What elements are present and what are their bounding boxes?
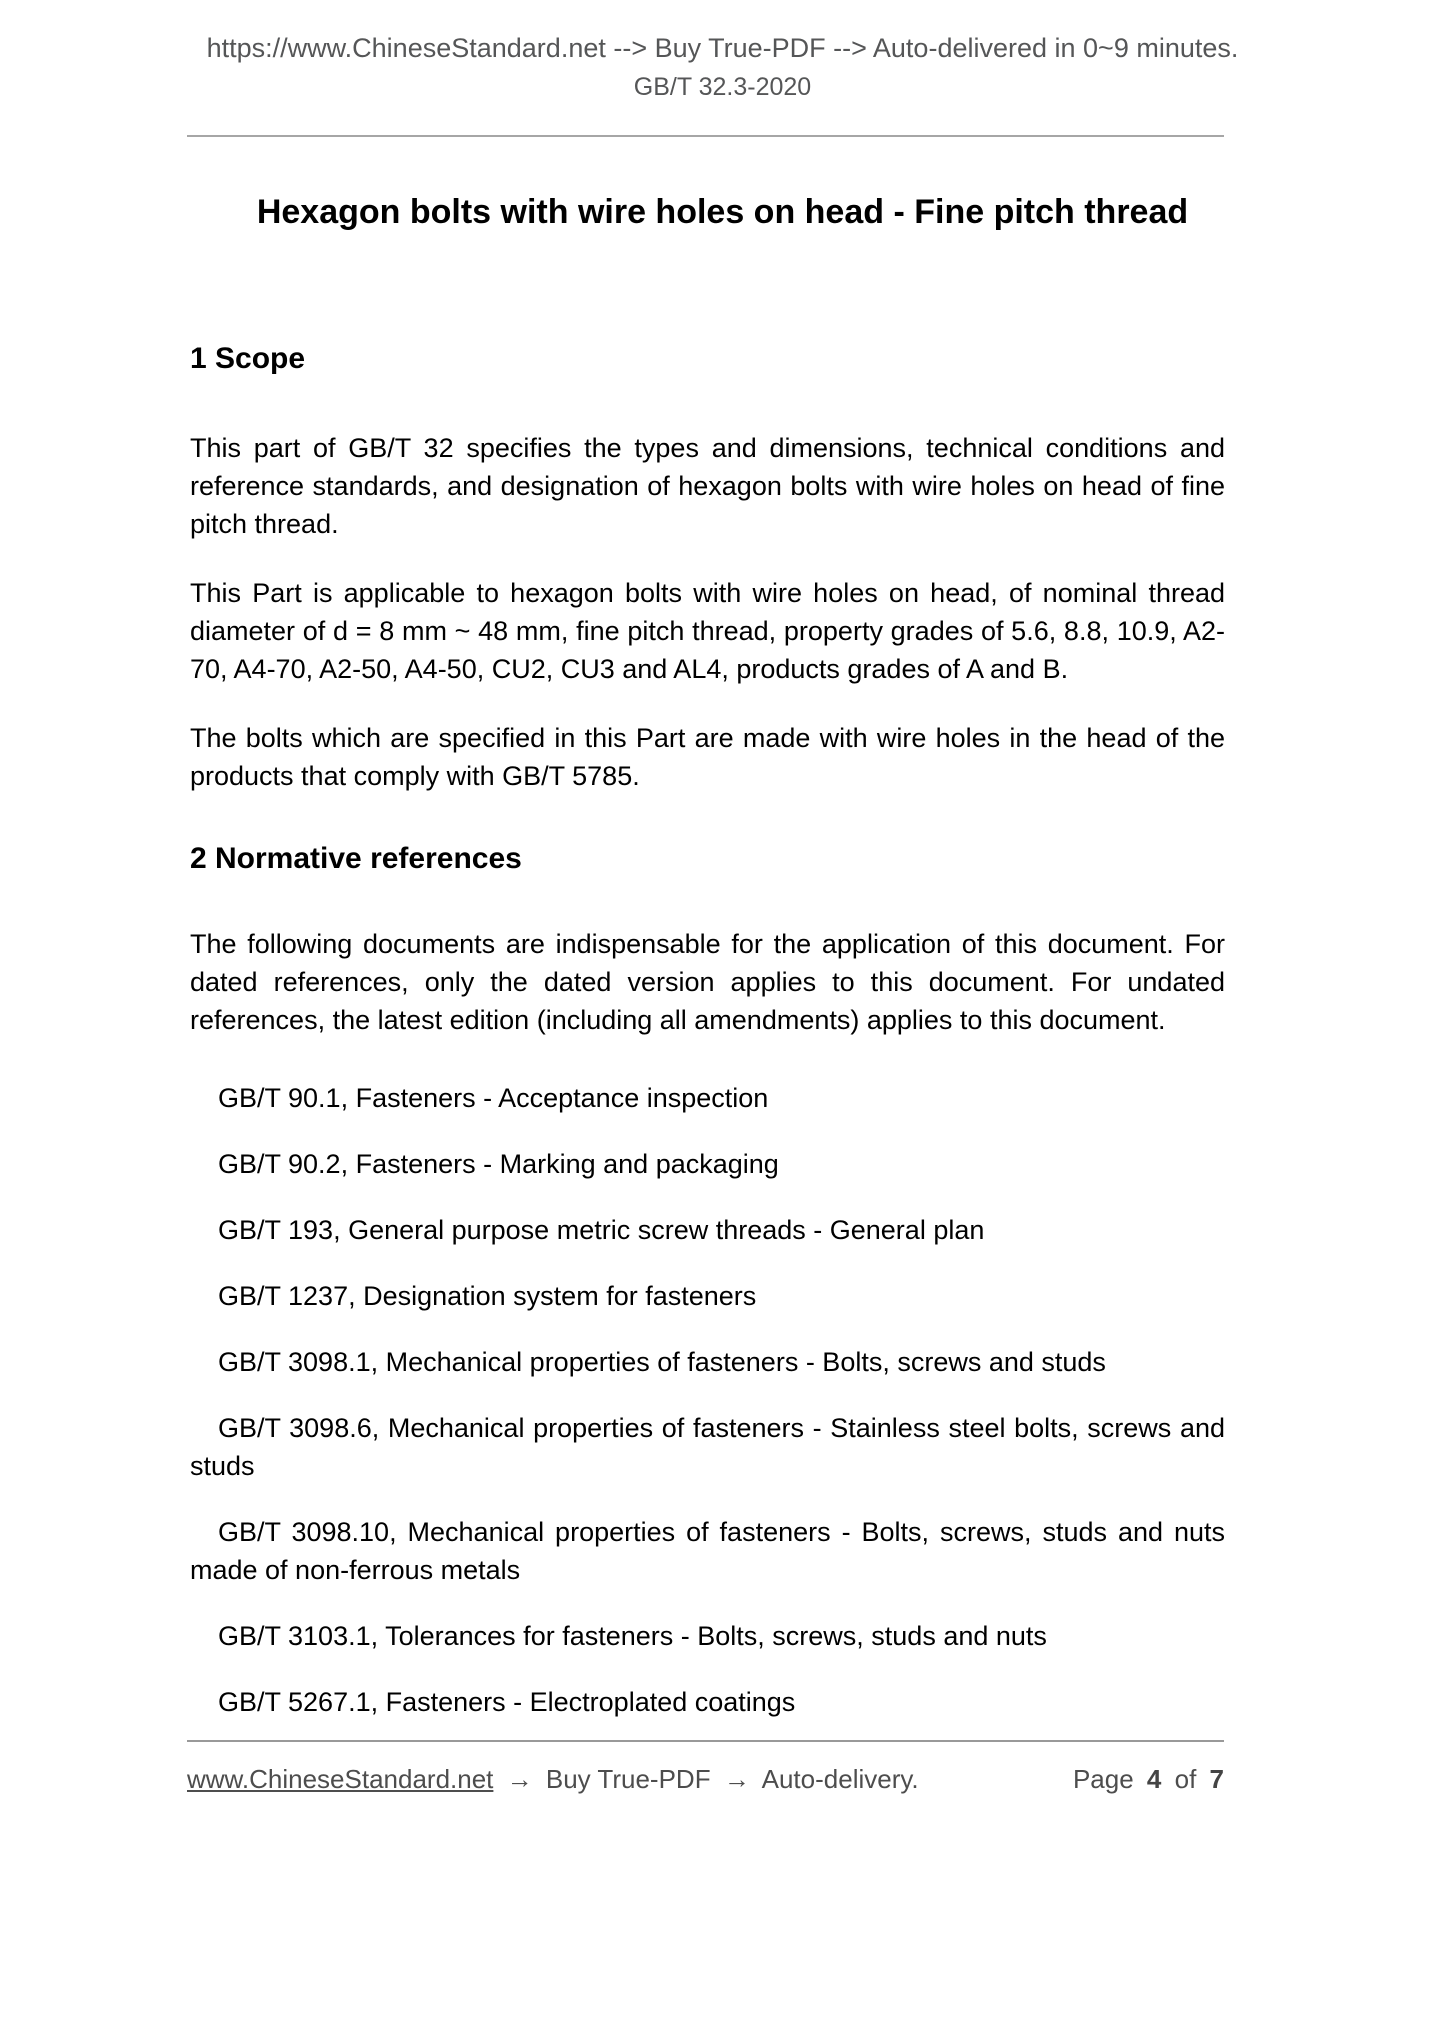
footer-buy-label: Buy True-PDF bbox=[545, 1764, 711, 1794]
reference-item: GB/T 90.1, Fasteners - Acceptance inspection bbox=[218, 1083, 769, 1113]
page-label: Page bbox=[1072, 1764, 1134, 1794]
page-footer bbox=[187, 1762, 1224, 1796]
arrow-right-icon: → bbox=[723, 1764, 750, 1794]
header-divider bbox=[187, 135, 1224, 137]
standard-number: GB/T 32.3-2020 bbox=[633, 73, 812, 101]
reference-item: GB/T 3098.1, Mechanical properties of fasteners - Bolts, screws and studs bbox=[218, 1347, 1106, 1377]
total-page-number: 7 bbox=[1209, 1764, 1224, 1794]
page-of-label: of bbox=[1174, 1764, 1197, 1794]
reference-item: GB/T 193, General purpose metric screw threads - General plan bbox=[218, 1215, 985, 1245]
normative-intro-paragraph: The following documents are indispensable for the application of this document. For dated references, only the dated version applies to this document. For undated references, the latest edition (including all amendments) applies to this document. bbox=[190, 929, 1225, 1035]
reference-list bbox=[190, 1079, 1225, 1721]
reference-item: GB/T 3103.1, Tolerances for fasteners - Bolts, screws, studs and nuts bbox=[218, 1621, 1047, 1651]
reference-item: GB/T 90.2, Fasteners - Marking and packaging bbox=[218, 1149, 779, 1179]
current-page-number: 4 bbox=[1146, 1764, 1162, 1794]
document-body bbox=[190, 341, 1225, 1721]
header-url-line: https://www.ChineseStandard.net --> Buy True-PDF --> Auto-delivered in 0~9 minutes. bbox=[206, 33, 1239, 63]
reference-item: GB/T 5267.1, Fasteners - Electroplated coatings bbox=[218, 1687, 796, 1717]
footer-delivery-info bbox=[187, 1762, 919, 1796]
scope-paragraph-2: This Part is applicable to hexagon bolts with wire holes on head, of nominal thread diameter of d = 8 mm ~ 48 mm, fine pitch thread, property grades of 5.6, 8.8, 10.9, A2-70, A4-70, A2-50, A4-50, CU2, CU3 and AL4, products grades of A and B. bbox=[190, 578, 1225, 684]
reference-item: GB/T 1237, Designation system for fasteners bbox=[218, 1281, 757, 1311]
scope-paragraph-1: This part of GB/T 32 specifies the types and dimensions, technical conditions and reference standards, and designation of hexagon bolts with wire holes on head of fine pitch thread. bbox=[190, 433, 1225, 539]
reference-item: GB/T 3098.10, Mechanical properties of fasteners - Bolts, screws, studs and nuts made of non-ferrous metals bbox=[190, 1517, 1225, 1585]
section-heading-scope: 1 Scope bbox=[190, 342, 306, 375]
page-header bbox=[0, 0, 1445, 102]
footer-delivery-label: Auto-delivery. bbox=[761, 1764, 919, 1794]
scope-paragraph-3: The bolts which are specified in this Part are made with wire holes in the head of the products that comply with GB/T 5785. bbox=[190, 723, 1225, 791]
document-title: Hexagon bolts with wire holes on head - Fine pitch thread bbox=[256, 193, 1189, 231]
arrow-right-icon: → bbox=[506, 1764, 533, 1794]
page-indicator bbox=[1067, 1762, 1224, 1796]
reference-item: GB/T 3098.6, Mechanical properties of fasteners - Stainless steel bolts, screws and studs bbox=[190, 1413, 1225, 1481]
footer-site-link[interactable]: www.ChineseStandard.net bbox=[187, 1764, 494, 1794]
footer-divider bbox=[187, 1740, 1224, 1742]
section-heading-normative-references: 2 Normative references bbox=[190, 842, 522, 875]
